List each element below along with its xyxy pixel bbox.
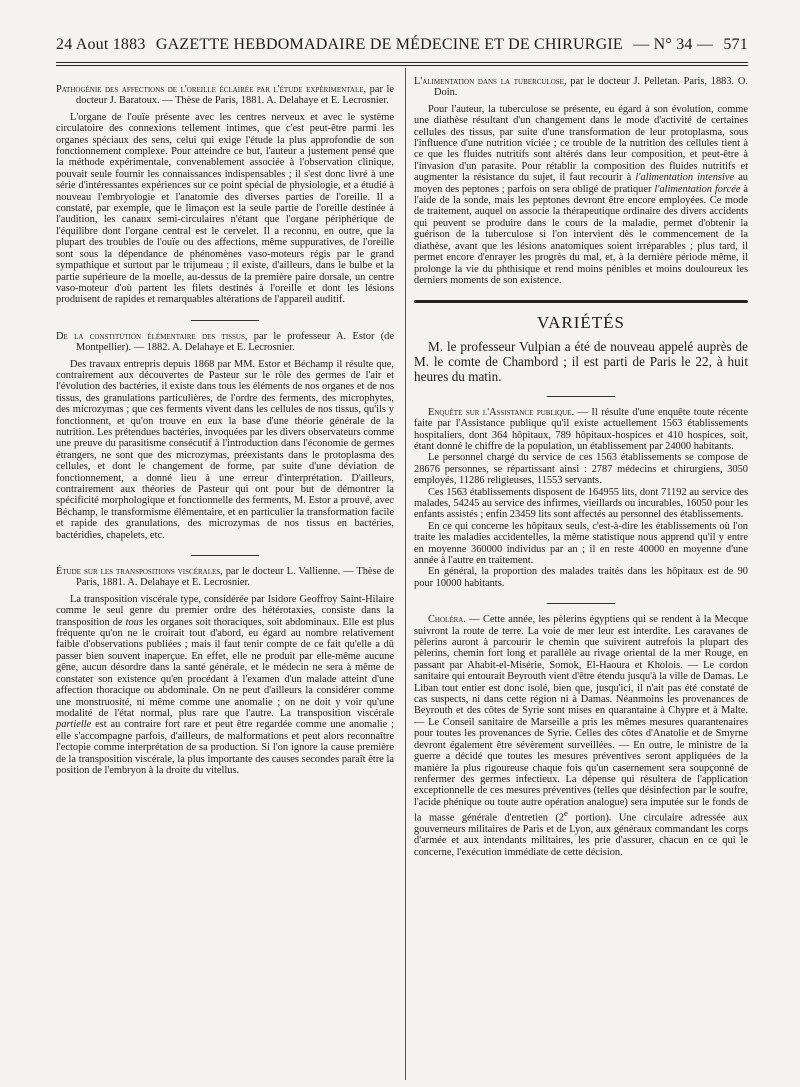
article-body: Choléra. — Cette année, les pèlerins égyptiens qui se rendent à la Mecque suivront la route de terre. La voie de mer leur est interdite. Les caravanes de pèlerins auront à parcourir le chemin que suivirent autrefois la plupart des pèlerins, chemin fort long et parallèle au rivage oriental de la mer Rouge, en passant par Ahabit-el-Misérie, Somok, El-Haoura et Kholois. — Le cordon sanitaire qui entourait Beyrouth vient d'être étendu jusqu'à la ville de Damas. Le Liban tout entier est donc isolé, bien que, jusqu'ici, il n'ait pas été constaté de cas suspects, ni dans cette région ni à Damas. Néanmoins les provenances de Beyrouth et des côtes de Syrie sont mises en quarantaine à Chypre et à Malte. — Le Conseil sanitaire de Marseille a pris les mêmes mesures quarantenaires pour toutes les provenances de Syrie. Celles des côtes d'Anatolie et de Smyrne devront également être sévèrement surveillées. — En outre, le ministre de la guerre a décidé que toutes les mesures préventives seront appliquées de la manière la plus rigoureuse chaque fois qu'un casernement sera soupçonné de renfermer des germes infectieux. La dépense qui résultera de l'application exceptionnelle de ces mesures préventives (telles que désinfection par le soufre, l'acide phénique ou toute autre opération analogue) sera imputée sur le fonds de la masse générale d'entretien (2e portion). Une circulaire adressée aux gouverneurs militaires de Paris et de Lyon, aux généraux commandant les corps d'armée et aux intendants militaires, les prie d'assurer, chacun en ce qui le concerne, l'exécution immédiate de cette décision. [414, 614, 748, 858]
notice-vulpian: M. le professeur Vulpian a été de nouveau appelé auprès de M. le comte de Chambord ; il est parti de Paris le 22, à huit heures du matin. [414, 338, 748, 384]
separator [547, 603, 615, 604]
header-rule-top [56, 62, 748, 63]
article-body: Ces 1563 établissements disposent de 164955 lits, dont 71192 au service des malades, 54245 au service des infirmes, vieillards ou incurables, 16050 pour les enfants assistés ; enfin 23459 lits sont affectés au personnel des établissements. [414, 486, 748, 521]
article-title: De la constitution élémentaire des tissus, par le professeur A. Estor (de Montpellier). — 1882. A. Delahaye et E. Lecrosnier. [56, 330, 394, 354]
article-body: Le personnel chargé du service de ces 1563 établissements se compose de 28676 personnes, se répartissant ainsi : 2787 médecins et chirurgiens, 3050 employés, 11286 religieuses, 11553 servants. [414, 452, 748, 487]
separator [547, 396, 615, 397]
article-vallienne [56, 566, 394, 776]
article-body: Enquête sur l'Assistance publique. — Il résulte d'une enquête toute récente faite par l'Assistance publique qu'il existe actuellement 1563 établissements hospitaliers, dont 364 hôpitaux, 789 hôpitaux-hospices et 410 hospices, soit, étant donné le chiffre de la population, un établissement par 24000 habitants. [414, 406, 748, 452]
article-body: Des travaux entrepris depuis 1868 par MM. Estor et Béchamp il résulte que, contrairement aux découvertes de Pasteur sur le rôle des germes de l'air et l'évolution des bactéries, il existe dans tous les éléments de nos organes et de nos tissus, des granulations particulières, de l'ordre des ferments, des microphytes, des microzymas ; que ces ferments vivent dans les cellules de nos tissus, qu'ils y fonctionnent, et qu'on trouve en eux la base d'une théorie générale de la nutrition. Les prétendues bactéries, invoquées par les divers observateurs comme une preuve du parasitisme consécutif à l'introduction dans l'économie de germes étrangers, ne sont que des microzymas, préexistants dans le protoplasma des cellules, et dont le changement de forme, par suite d'une déviation de fonctionnement, a donné lieu à une erreur d'interprétation. D'ailleurs, contrairement aux théories de Pasteur qui ont pour but de démontrer la spécificité morphologique et fonctionnelle des ferments, M. Estor a prouvé, avec Béchamp, le transformisme élémentaire, et en particulier la transformation facile et rapide des granulations, des microzymas de nos tissus en bactéries, bactéridies, chapelets, etc. [56, 358, 394, 541]
article-body: En général, la proportion des malades traités dans les hôpitaux est de 90 pour 10000 habitants. [414, 566, 748, 589]
left-column [56, 84, 394, 790]
article-title: Étude sur les transpositions viscérales, par le docteur L. Vallienne. — Thèse de Paris, 1881. A. Delahaye et E. Lecrosnier. [56, 566, 394, 589]
article-body: L'organe de l'ouïe présente avec les centres nerveux et avec le système circulatoire des connexions tellement intimes, que c'est peut-être parmi les organes spéciaux des sens, celui qui exige l'étude la plus approfondie de son fonctionnement complexe. Pour atteindre ce but, l'auteur a justement pensé que la méthode expérimentale, convenablement associée à l'observation clinique, pouvait seule fournir les connaissances indispensables ; il s'est donc livré à une série d'intéressantes expériences sur ce point spécial de physiologie, et a étudié à nouveau l'embryologie et l'anatomie des diverses parties de l'oreille. Il a constaté, par exemple, que le limaçon est la seule partie de l'oreille destinée à l'audition, les canaux semi-circulaires n'étant que l'organe périphérique de l'équilibre dont l'organe central est le cervelet. Il a reconnu, en outre, que la plupart des troubles de l'ouïe ou des affections, même suppuratives, de l'oreille sont sous la dépendance de phénomènes vaso-moteurs régis par le grand sympathique et surtout par le trijumeau ; il existe, d'ailleurs, dans le bulbe et la partie supérieure de la moelle, au-dessus de la première paire dorsale, un centre vaso-moteur d'où partent les filets destinés à l'oreille et dont les lésions produisent de rapides et remarquables altérations de l'appareil auditif. [56, 111, 394, 306]
article-estor [56, 331, 394, 541]
page-header [56, 36, 748, 56]
header-page-number: 571 [723, 36, 748, 53]
run-in-title: Enquête sur l'Assistance publique. [428, 406, 575, 418]
header-issue-number: — N° 34 — [633, 36, 714, 53]
header-journal-title: GAZETTE HEBDOMADAIRE DE MÉDECINE ET DE CHIRURGIE [155, 36, 623, 53]
column-divider [405, 68, 406, 1080]
article-cholera [414, 614, 748, 858]
run-in-title: Choléra. [428, 614, 466, 626]
header-rule-bottom [56, 65, 748, 66]
article-body: La transposition viscérale type, considérée par Isidore Geoffroy Saint-Hilaire comme le seul genre du premier ordre des hétérotaxies, consiste dans la transposition de tous les organes soit thoraciques, soit abdominaux. Elle est plus fréquente qu'on ne le croirait tout d'abord, eu égard au nombre relativement faible d'observations publiées ; mais il faut tenir compte de ce fait qu'elle a dû passer bien souvent inaperçue. En effet, elle ne produit par elle-même aucune gêne, aucun désordre dans la santé générale, et le médecin ne sera à même de constater son existence qu'en procédant à l'examen d'un malade atteint d'une affection thoracique ou abdominale. On ne peut d'ailleurs la considérer comme une monstruosité, ni même comme une anomalie ; on ne doit y voir qu'une modalité de l'état normal, plus rare que l'autre. La transposition viscérale partielle est au contraire fort rare et peut être regardée comme une anomalie ; elle s'accompagne parfois, d'ailleurs, de malformations et peut alors reconnaître l'ectopie comme interprétation de sa production. Si l'on ignore la cause première de la transposition viscérale, la plus importante des causes secondes paraît être la position de l'embryon à la droite du vitellus. [56, 593, 395, 776]
article-title: L'alimentation dans la tuberculose, par le docteur J. Pelletan. Paris, 1883. O. Doin. [414, 76, 748, 99]
header-date: 24 Aout 1883 [56, 36, 146, 53]
right-column [414, 76, 748, 872]
article-title: Pathogénie des affections de l'oreille éclairée par l'étude expérimentale, par le docteur J. Baratoux. — Thèse de Paris, 1881. A. Delahaye et E. Lecrosnier. [56, 84, 394, 107]
article-baratoux [56, 84, 394, 306]
section-rule [414, 300, 748, 303]
separator [191, 320, 259, 321]
article-body: En ce qui concerne les hôpitaux seuls, c'est-à-dire les établissements où l'on traite les maladies accidentelles, la même statistique nous apprend qu'il y entre en moyenne 360000 individus par an ; il en reste 40000 en moyenne d'une année à l'autre en traitement. [414, 520, 748, 566]
article-pelletan [414, 76, 748, 286]
separator [191, 555, 259, 556]
article-body: Pour l'auteur, la tuberculose se présente, eu égard à son évolution, comme une diathèse résultant d'un changement dans le mode d'activité de certaines cellules des tissus, par suite d'une transformation de leur protoplasma, sous l'influence d'une nutrition viciée ; ce trouble de la nutrition des cellules tient à ce que les fluides nutritifs sont altérés dans leur composition, et peut-être à l'invasion d'un parasite. Pour rétablir la composition des fluides nutritifs et augmenter la résistance du sujet, il faut recourir à l'alimentation intensive au moyen des peptones ; parfois on sera obligé de pratiquer l'alimentation forcée à l'aide de la sonde, mais les peptones devront être encore employées. Ce mode de traitement, auquel on associe la thérapeutique ordinaire des divers accidents qui peuvent se produire dans le cours de la maladie, permet d'obtenir la guérison de la tuberculose si l'on intervient dès le commencement de la diathèse, avant que les lésions anatomiques soient irréparables ; plus tard, il permet encore d'enrayer les progrès du mal, et, à la dernière période même, il prolonge la vie du phthisique et rend moins pénibles et moins douloureux les derniers moments de son existence. [414, 103, 749, 286]
article-enquete [414, 407, 748, 590]
section-heading-varietes: VARIÉTÉS [537, 313, 625, 333]
